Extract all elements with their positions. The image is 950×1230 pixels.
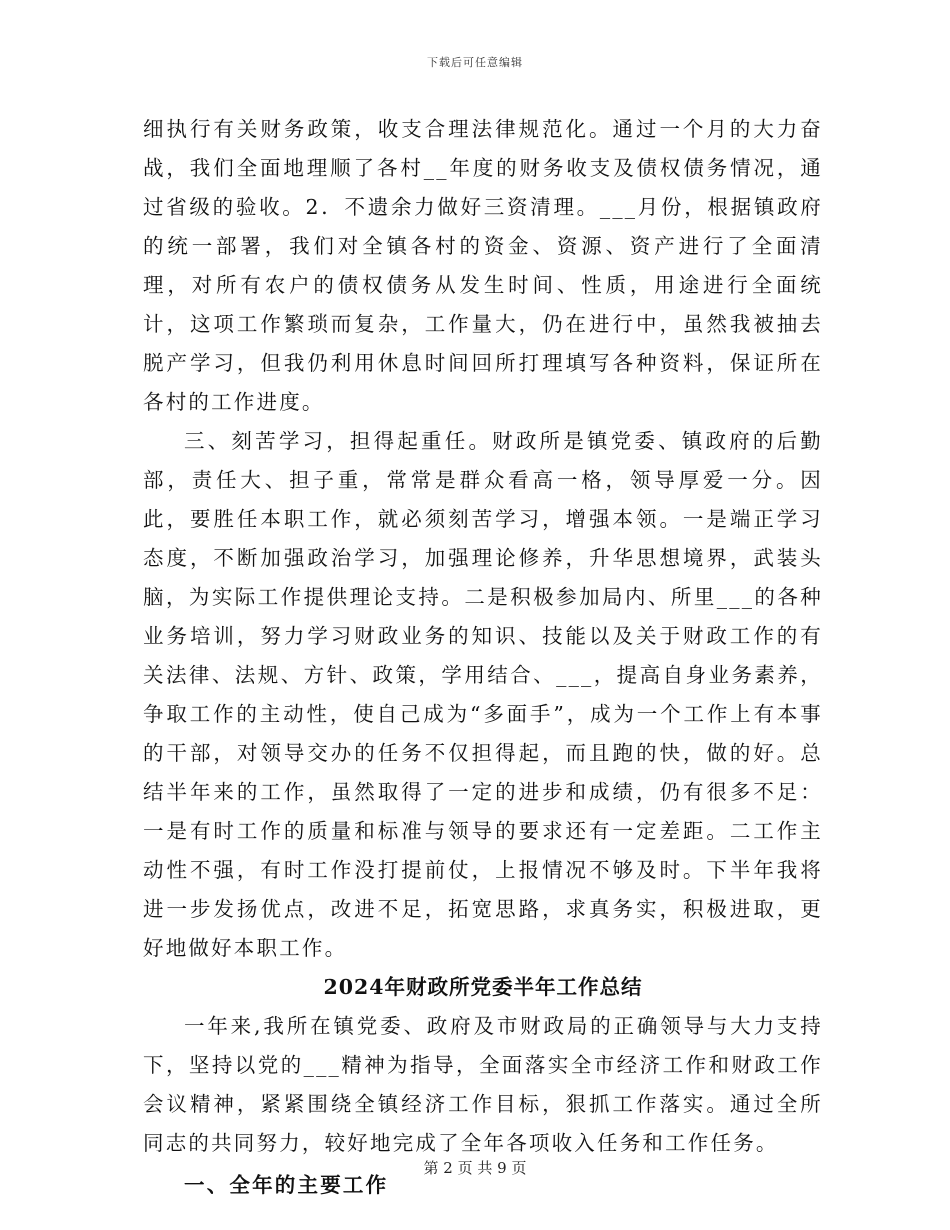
document-body: [143, 110, 823, 1205]
paragraph-study: 三、刻苦学习，担得起重任。财政所是镇党委、镇政府的后勤部，责任大、担子重，常常是群众看高一格，领导厚爱一分。因此，要胜任本职工作，就必须刻苦学习，增强本领。一是端正学习态度，不断加强政治学习，加强理论修养，升华思想境界，武装头脑，为实际工作提供理论支持。二是积极参加局内、所里___的各种业务培训，努力学习财政业务的知识、技能以及关于财政工作的有关法律、法规、方针、政策，学用结合、___，提高自身业务素养，争取工作的主动性，使自己成为“多面手”，成为一个工作上有本事的干部，对领导交办的任务不仅担得起，而且跑的快，做的好。总结半年来的工作，虽然取得了一定的进步和成绩，仍有很多不足：一是有时工作的质量和标准与领导的要求还有一定差距。二工作主动性不强，有时工作没打提前仗，上报情况不够及时。下半年我将进一步发扬优点，改进不足，拓宽思路，求真务实，积极进取，更好地做好本职工作。: [143, 429, 823, 960]
paragraph-intro: 一年来,我所在镇党委、政府及市财政局的正确领导与大力支持下，坚持以党的___精神为指导，全面落实全市经济工作和财政工作会议精神，紧紧围绕全镇经济工作目标，狠抓工作落实。通过全所同志的共同努力，较好地完成了全年各项收入任务和工作任务。: [143, 1014, 823, 1155]
page-number: 第 2 页 共 9 页: [423, 1159, 527, 1177]
document-title: 2024年财政所党委半年工作总结: [323, 975, 643, 999]
page-header-note: 下载后可任意编辑: [427, 56, 523, 69]
paragraph-continuation: 细执行有关财务政策，收支合理法律规范化。通过一个月的大力奋战，我们全面地理顺了各村__年度的财务收支及债权债务情况，通过省级的验收。2．不遗余力做好三资清理。___月份，根据镇政府的统一部署，我们对全镇各村的资金、资源、资产进行了全面清理，对所有农户的债权债务从发生时间、性质，用途进行全面统计，这项工作繁琐而复杂，工作量大，仍在进行中，虽然我被抽去脱产学习，但我仍利用休息时间回所打理填写各种资料，保证所在各村的工作进度。: [143, 117, 823, 414]
section-heading: 一、全年的主要工作: [184, 1173, 389, 1197]
